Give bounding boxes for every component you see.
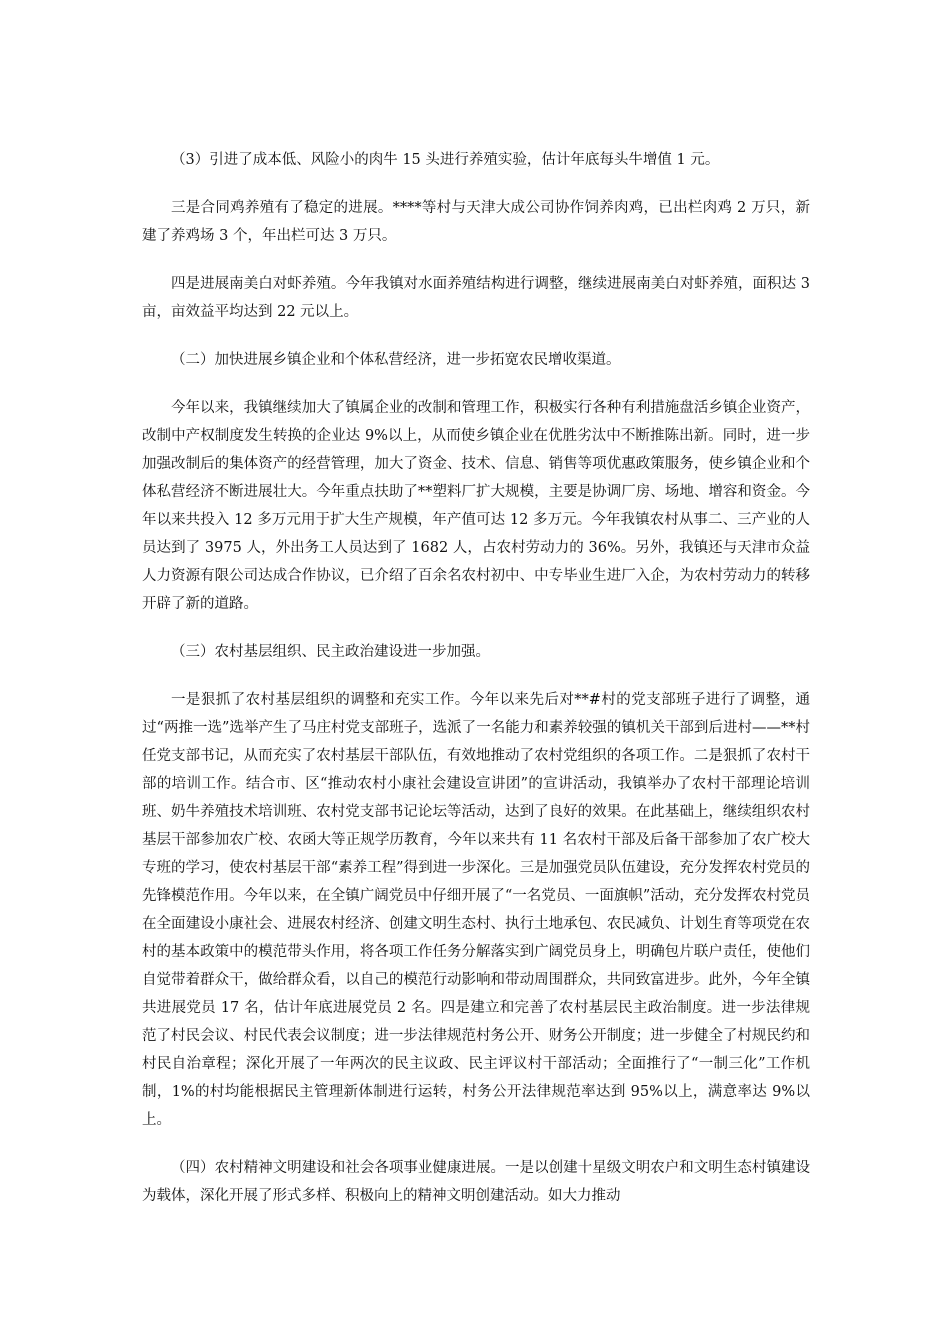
paragraph-shrimp-farming: 四是进展南美白对虾养殖。今年我镇对水面养殖结构进行调整，继续进展南美白对虾养殖，面积达 3 亩，亩效益平均达到 22 元以上。 xyxy=(142,276,810,320)
paragraph-enterprise-reform: 今年以来，我镇继续加大了镇属企业的改制和管理工作，积极实行各种有利措施盘活乡镇企业资产，改制中产权制度发生转换的企业达 9%以上，从而使乡镇企业在优胜劣汰中不断推陈出新。同时，进一步加强改制后的集体资产的经营管理，加大了资金、技术、信息、销售等项优惠政策服务，使乡镇企业和个体私营经济不断进展壮大。今年重点扶助了**塑料厂扩大规模，主要是协调厂房、场地、增容和资金。今年以来共投入 12 多万元用于扩大生产规模，年产值可达 12 多万元。今年我镇农村从事二、三产业的人员达到了 3975 人，外出务工人员达到了 1682 人，占农村劳动力的 36%。另外，我镇还与天津市众益人力资源有限公司达成合作协议，已介绍了百余名农村初中、中专毕业生进厂入企，为农村劳动力的转移开辟了新的道路。 xyxy=(142,400,810,612)
document-body xyxy=(142,146,810,1230)
paragraph-contract-chicken: 三是合同鸡养殖有了稳定的进展。****等村与天津大成公司协作饲养肉鸡，已出栏肉鸡 2 万只，新建了养鸡场 3 个，年出栏可达 3 万只。 xyxy=(142,200,810,244)
section-heading-enterprise: （二）加快进展乡镇企业和个体私营经济，进一步拓宽农民增收渠道。 xyxy=(171,352,621,368)
section-heading-grassroots: （三）农村基层组织、民主政治建设进一步加强。 xyxy=(171,644,490,660)
paragraph-cattle-breeding: （3）引进了成本低、风险小的肉牛 15 头进行养殖实验，估计年底每头牛增值 1 元。 xyxy=(171,152,720,168)
paragraph-spiritual-civilization: （四）农村精神文明建设和社会各项事业健康进展。一是以创建十星级文明农户和文明生态村镇建设为载体，深化开展了形式多样、积极向上的精神文明创建活动。如大力推动 xyxy=(142,1160,810,1204)
paragraph-grassroots-organization: 一是狠抓了农村基层组织的调整和充实工作。今年以来先后对**#村的党支部班子进行了调整，通过“两推一选”选举产生了马庄村党支部班子，选派了一名能力和素养较强的镇机关干部到后进村——**村任党支部书记，从而充实了农村基层干部队伍，有效地推动了农村党组织的各项工作。二是狠抓了农村干部的培训工作。结合市、区“推动农村小康社会建设宣讲团”的宣讲活动，我镇举办了农村干部理论培训班、奶牛养殖技术培训班、农村党支部书记论坛等活动，达到了良好的效果。在此基础上，继续组织农村基层干部参加农广校、农函大等正规学历教育，今年以来共有 11 名农村干部及后备干部参加了农广校大专班的学习，使农村基层干部“素养工程”得到进一步深化。三是加强党员队伍建设，充分发挥农村党员的先锋模范作用。今年以来，在全镇广阔党员中仔细开展了“一名党员、一面旗帜”活动，充分发挥农村党员在全面建设小康社会、进展农村经济、创建文明生态村、执行土地承包、农民减负、计划生育等项党在农村的基本政策中的模范带头作用，将各项工作任务分解落实到广阔党员身上，明确包片联户责任，使他们自觉带着群众干，做给群众看，以自己的模范行动影响和带动周围群众，共同致富进步。此外，今年全镇共进展党员 17 名，估计年底进展党员 2 名。四是建立和完善了农村基层民主政治制度。进一步法律规范了村民会议、村民代表会议制度；进一步法律规范村务公开、财务公开制度；进一步健全了村规民约和村民自治章程；深化开展了一年两次的民主议政、民主评议村干部活动；全面推行了“一制三化”工作机制，1%的村均能根据民主管理新体制进行运转，村务公开法律规范率达到 95%以上，满意率达 9%以上。 xyxy=(142,692,810,1128)
